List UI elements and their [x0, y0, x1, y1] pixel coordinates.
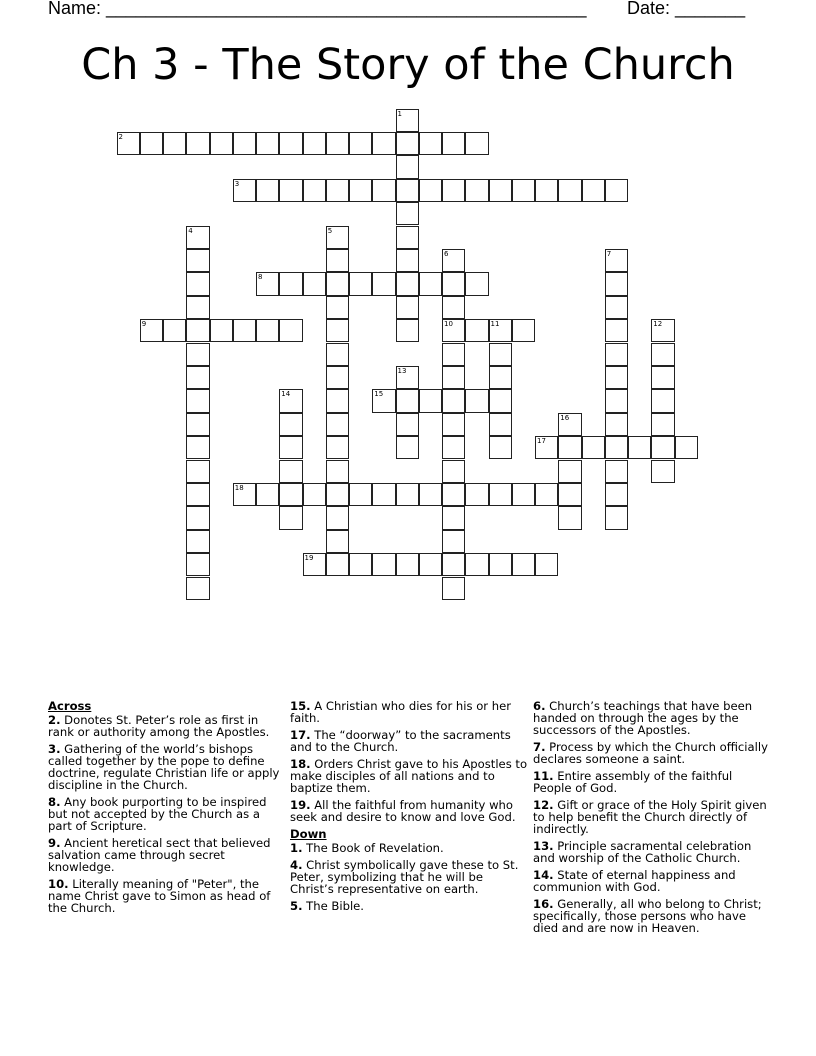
grid-cell[interactable] — [140, 319, 163, 342]
grid-cell[interactable] — [512, 319, 535, 342]
clue-across-10: 10. Literally meaning of "Peter", the name Christ gave to Simon as head of the Church. — [48, 877, 271, 915]
clue-down-4: 4. Christ symbolically gave these to St. Peter, symbolizing that he will be Christ’s representative on earth. — [290, 858, 519, 896]
grid-cell[interactable] — [372, 179, 395, 202]
down-heading: Down — [290, 827, 327, 841]
grid-cell[interactable] — [256, 132, 279, 155]
clue-number: 1 — [397, 109, 402, 118]
grid-cell[interactable] — [210, 319, 233, 342]
grid-cell[interactable] — [465, 272, 488, 295]
grid-cell[interactable] — [256, 179, 279, 202]
grid-cell[interactable] — [535, 179, 558, 202]
grid-cell[interactable] — [396, 413, 419, 436]
grid-cell[interactable] — [558, 460, 581, 483]
grid-cell[interactable] — [279, 179, 302, 202]
clues-column-2 — [290, 700, 528, 917]
clue-across-2: 2. Donotes St. Peter’s role as first in rank or authority among the Apostles. — [48, 713, 270, 739]
clue-number: 10 — [444, 320, 453, 329]
grid-cell[interactable] — [186, 132, 209, 155]
grid-cell[interactable] — [279, 389, 302, 412]
grid-cell[interactable] — [582, 436, 605, 459]
grid-cell[interactable] — [465, 483, 488, 506]
clue-down-6: 6. Church’s teachings that have been handed on through the ages by the successors of the Apostles. — [533, 699, 753, 737]
grid-cell[interactable] — [349, 132, 372, 155]
grid-cell[interactable] — [396, 319, 419, 342]
clue-number: 12 — [653, 320, 663, 329]
grid-cell[interactable] — [303, 179, 326, 202]
clue-across-18: 18. Orders Christ gave to his Apostles to make disciples of all nations and to baptize them. — [290, 757, 528, 795]
grid-cell[interactable] — [163, 319, 186, 342]
grid-cell[interactable] — [605, 272, 628, 295]
grid-cell[interactable] — [651, 343, 674, 366]
grid-cell[interactable] — [419, 179, 442, 202]
clue-down-13: 13. Principle sacramental celebration and worship of the Catholic Church. — [533, 839, 752, 865]
clue-number: 5 — [327, 226, 333, 235]
grid-cell[interactable] — [419, 272, 442, 295]
grid-cell[interactable] — [442, 296, 465, 319]
grid-cell[interactable] — [396, 436, 419, 459]
grid-cell[interactable] — [582, 179, 605, 202]
grid-cell[interactable] — [186, 530, 209, 553]
grid-cell[interactable] — [442, 389, 465, 412]
grid-cell[interactable] — [349, 483, 372, 506]
grid-cell[interactable] — [256, 272, 279, 295]
name-field[interactable]: Name: ________________________________________________ — [48, 0, 587, 18]
date-field[interactable]: Date: _______ — [627, 0, 746, 18]
grid-cell[interactable] — [372, 272, 395, 295]
clue-number: 8 — [258, 273, 263, 282]
grid-cell[interactable] — [605, 389, 628, 412]
grid-cell[interactable] — [605, 296, 628, 319]
grid-cell[interactable] — [303, 553, 326, 576]
clue-across-8: 8. Any book purporting to be inspired but not accepted by the Church as a part of Scripture. — [48, 795, 267, 833]
grid-cell[interactable] — [605, 413, 628, 436]
grid-cell[interactable] — [186, 436, 209, 459]
grid-cell[interactable] — [651, 389, 674, 412]
clue-number: 18 — [234, 483, 244, 492]
grid-cell[interactable] — [186, 553, 209, 576]
grid-cell[interactable] — [372, 553, 395, 576]
grid-cell[interactable] — [489, 553, 512, 576]
grid-cell[interactable] — [465, 319, 488, 342]
grid-cell[interactable] — [442, 483, 465, 506]
clue-number: 15 — [374, 390, 384, 399]
grid-cell[interactable] — [186, 226, 209, 249]
grid-cell[interactable] — [326, 413, 349, 436]
grid-cell[interactable] — [326, 132, 349, 155]
grid-cell[interactable] — [396, 109, 419, 132]
grid-cell[interactable] — [651, 413, 674, 436]
grid-cell[interactable] — [489, 389, 512, 412]
grid-cell[interactable] — [349, 553, 372, 576]
grid-cell[interactable] — [651, 319, 674, 342]
grid-cell[interactable] — [117, 132, 140, 155]
grid-cell[interactable] — [186, 296, 209, 319]
grid-cell[interactable] — [396, 483, 419, 506]
grid-cell[interactable] — [419, 483, 442, 506]
clues-column-3 — [533, 700, 771, 939]
grid-cell[interactable] — [326, 530, 349, 553]
grid-cell[interactable] — [186, 506, 209, 529]
grid-cell[interactable] — [535, 553, 558, 576]
grid-cell[interactable] — [442, 179, 465, 202]
clue-number: 3 — [234, 179, 240, 188]
grid-cell[interactable] — [326, 179, 349, 202]
grid-cell[interactable] — [628, 436, 651, 459]
grid-cell[interactable] — [675, 436, 698, 459]
page-title: Ch 3 - The Story of the Church — [81, 40, 735, 90]
clue-number: 2 — [118, 132, 123, 141]
grid-cell[interactable] — [372, 389, 395, 412]
clue-down-5: 5. The Bible. — [290, 899, 364, 913]
grid-cell[interactable] — [605, 179, 628, 202]
clue-number: 6 — [444, 249, 449, 258]
clue-number: 11 — [490, 320, 500, 329]
grid-cell[interactable] — [442, 460, 465, 483]
grid-cell[interactable] — [535, 436, 558, 459]
grid-cell[interactable] — [558, 413, 581, 436]
clues-column-1 — [48, 700, 286, 919]
grid-cell[interactable] — [233, 319, 256, 342]
grid-cell[interactable] — [396, 132, 419, 155]
grid-cell[interactable] — [186, 389, 209, 412]
grid-cell[interactable] — [186, 319, 209, 342]
clue-down-1: 1. The Book of Revelation. — [290, 841, 444, 855]
grid-cell[interactable] — [442, 577, 465, 600]
grid-cell[interactable] — [512, 483, 535, 506]
grid-cell[interactable] — [465, 179, 488, 202]
grid-cell[interactable] — [396, 155, 419, 178]
grid-cell[interactable] — [326, 389, 349, 412]
clue-down-12: 12. Gift or grace of the Holy Spirit given to help benefit the Church directly of indirectly. — [533, 798, 767, 836]
grid-cell[interactable] — [326, 343, 349, 366]
grid-cell[interactable] — [303, 272, 326, 295]
grid-cell[interactable] — [326, 296, 349, 319]
grid-cell[interactable] — [605, 366, 628, 389]
grid-cell[interactable] — [465, 389, 488, 412]
grid-cell[interactable] — [558, 436, 581, 459]
grid-cell[interactable] — [326, 553, 349, 576]
grid-cell[interactable] — [233, 483, 256, 506]
grid-cell[interactable] — [605, 343, 628, 366]
grid-cell[interactable] — [163, 132, 186, 155]
grid-cell[interactable] — [279, 460, 302, 483]
grid-cell[interactable] — [535, 483, 558, 506]
grid-cell[interactable] — [186, 343, 209, 366]
grid-cell[interactable] — [279, 272, 302, 295]
grid-cell[interactable] — [489, 319, 512, 342]
across-heading: Across — [48, 699, 92, 713]
grid-cell[interactable] — [396, 226, 419, 249]
grid-cell[interactable] — [605, 249, 628, 272]
grid-cell[interactable] — [303, 132, 326, 155]
grid-cell[interactable] — [465, 553, 488, 576]
clue-down-14: 14. State of eternal happiness and communion with God. — [533, 868, 736, 894]
clue-number: 19 — [304, 554, 314, 563]
grid-cell[interactable] — [651, 436, 674, 459]
grid-cell[interactable] — [419, 132, 442, 155]
grid-cell[interactable] — [558, 483, 581, 506]
grid-cell[interactable] — [442, 132, 465, 155]
grid-cell[interactable] — [442, 343, 465, 366]
clue-across-19: 19. All the faithful from humanity who seek and desire to know and love God. — [290, 798, 516, 824]
grid-cell[interactable] — [396, 366, 419, 389]
grid-cell[interactable] — [651, 366, 674, 389]
grid-cell[interactable] — [326, 226, 349, 249]
grid-cell[interactable] — [442, 436, 465, 459]
grid-cell[interactable] — [186, 460, 209, 483]
grid-cell[interactable] — [396, 249, 419, 272]
grid-cell[interactable] — [489, 413, 512, 436]
grid-cell[interactable] — [279, 506, 302, 529]
grid-cell[interactable] — [442, 366, 465, 389]
grid-cell[interactable] — [651, 460, 674, 483]
grid-cell[interactable] — [372, 483, 395, 506]
clue-across-15: 15. A Christian who dies for his or her faith. — [290, 699, 511, 725]
grid-cell[interactable] — [186, 366, 209, 389]
grid-cell[interactable] — [489, 179, 512, 202]
grid-cell[interactable] — [233, 132, 256, 155]
grid-cell[interactable] — [349, 272, 372, 295]
clue-across-17: 17. The “doorway” to the sacraments and to the Church. — [290, 728, 511, 754]
grid-cell[interactable] — [396, 553, 419, 576]
clue-number: 7 — [606, 249, 612, 258]
grid-cell[interactable] — [326, 506, 349, 529]
clue-number: 13 — [397, 366, 407, 375]
clue-down-7: 7. Process by which the Church officially declares someone a saint. — [533, 740, 768, 766]
clue-down-11: 11. Entire assembly of the faithful People of God. — [533, 769, 733, 795]
clue-down-16: 16. Generally, all who belong to Christ; specifically, those persons who have died and are now in Heaven. — [533, 897, 762, 935]
grid-cell[interactable] — [279, 436, 302, 459]
grid-cell[interactable] — [605, 460, 628, 483]
grid-cell[interactable] — [326, 460, 349, 483]
grid-cell[interactable] — [326, 249, 349, 272]
clue-number: 4 — [188, 226, 193, 235]
grid-cell[interactable] — [512, 179, 535, 202]
grid-cell[interactable] — [419, 389, 442, 412]
grid-cell[interactable] — [279, 319, 302, 342]
grid-cell[interactable] — [396, 202, 419, 225]
grid-cell[interactable] — [558, 179, 581, 202]
grid-cell[interactable] — [186, 249, 209, 272]
grid-cell[interactable] — [605, 506, 628, 529]
grid-cell[interactable] — [256, 483, 279, 506]
grid-cell[interactable] — [186, 413, 209, 436]
grid-cell[interactable] — [465, 132, 488, 155]
grid-cell[interactable] — [233, 179, 256, 202]
grid-cell[interactable] — [489, 436, 512, 459]
grid-cell[interactable] — [140, 132, 163, 155]
grid-cell[interactable] — [396, 179, 419, 202]
grid-cell[interactable] — [419, 553, 442, 576]
grid-cell[interactable] — [326, 272, 349, 295]
clue-number: 9 — [141, 320, 147, 329]
grid-cell[interactable] — [442, 506, 465, 529]
grid-cell[interactable] — [396, 296, 419, 319]
grid-cell[interactable] — [303, 483, 326, 506]
clue-number: 16 — [560, 413, 570, 422]
grid-cell[interactable] — [186, 272, 209, 295]
grid-cell[interactable] — [372, 132, 395, 155]
grid-cell[interactable] — [349, 179, 372, 202]
grid-cell[interactable] — [326, 319, 349, 342]
grid-cell[interactable] — [186, 483, 209, 506]
clue-across-3: 3. Gathering of the world’s bishops called together by the pope to define doctrine, regulate Christian life or apply discipline in the Church. — [48, 742, 280, 792]
grid-cell[interactable] — [442, 272, 465, 295]
grid-cell[interactable] — [489, 483, 512, 506]
grid-cell[interactable] — [326, 366, 349, 389]
clue-number: 17 — [537, 437, 546, 446]
grid-cell[interactable] — [489, 366, 512, 389]
grid-cell[interactable] — [326, 436, 349, 459]
grid-cell[interactable] — [512, 553, 535, 576]
grid-cell[interactable] — [558, 506, 581, 529]
grid-cell[interactable] — [605, 319, 628, 342]
grid-cell[interactable] — [326, 483, 349, 506]
grid-cell[interactable] — [605, 483, 628, 506]
grid-cell[interactable] — [442, 249, 465, 272]
grid-cell[interactable] — [442, 530, 465, 553]
grid-cell[interactable] — [279, 483, 302, 506]
clue-across-9: 9. Ancient heretical sect that believed salvation came through secret knowledge. — [48, 836, 271, 874]
grid-cell[interactable] — [442, 553, 465, 576]
grid-cell[interactable] — [442, 413, 465, 436]
grid-cell[interactable] — [210, 132, 233, 155]
crossword-grid — [117, 109, 717, 609]
grid-cell[interactable] — [279, 132, 302, 155]
grid-cell[interactable] — [605, 436, 628, 459]
grid-cell[interactable] — [396, 389, 419, 412]
grid-cell[interactable] — [442, 319, 465, 342]
grid-cell[interactable] — [186, 577, 209, 600]
grid-cell[interactable] — [279, 413, 302, 436]
grid-cell[interactable] — [396, 272, 419, 295]
clue-number: 14 — [281, 390, 291, 399]
grid-cell[interactable] — [256, 319, 279, 342]
grid-cell[interactable] — [489, 343, 512, 366]
